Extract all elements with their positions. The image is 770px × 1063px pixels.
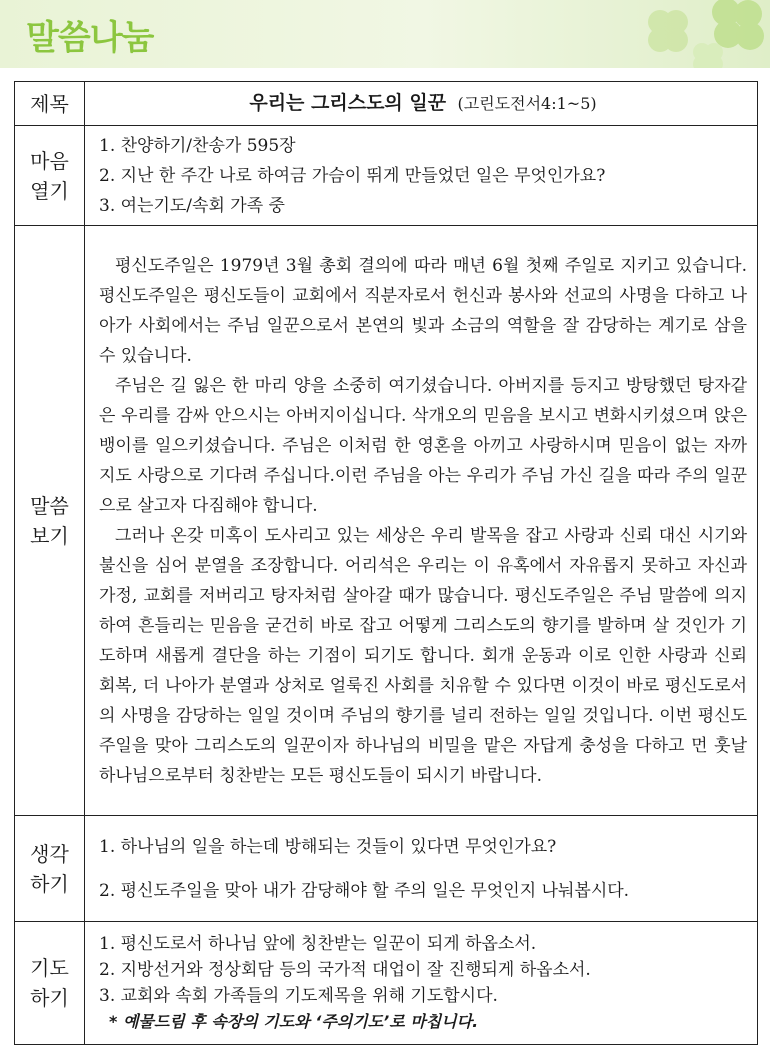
- word-paragraph: 주님은 길 잃은 한 마리 양을 소중히 여기셨습니다. 아버지를 등지고 방탕했던 탕자같은 우리를 감싸 안으시는 아버지이십니다. 삭개오의 믿음을 보시고 변화시키셨으며 앉은뱅이를 일으키셨습니다. 주님은 이처럼 한 영혼을 아끼고 사랑하시며 믿음이 없는 자까지도 사랑으로 기다려 주십니다.이런 주님을 아는 우리가 주님 가신 길을 따라 주의 일꾼으로 살고자 다짐해야 합니다.: [99, 375, 747, 516]
- word-label-line2: 보기: [30, 523, 69, 548]
- thinking-content: [85, 816, 758, 922]
- opening-label-line1: 마음: [30, 148, 69, 173]
- list-item: 3. 여는기도/속회 가족 중: [99, 195, 285, 216]
- opening-row: [15, 126, 758, 226]
- opening-label-line2: 열기: [30, 178, 69, 203]
- word-paragraph: 그러나 온갖 미혹이 도사리고 있는 세상은 우리 발목을 잡고 사랑과 신뢰 대신 시기와 불신을 심어 분열을 조장합니다. 어리석은 우리는 이 유혹에서 자유롭지 못하고 자신과 가정, 교회를 저버리고 탕자처럼 살아갈 때가 많습니다. 평신도주일은 주님 말씀에 의지하여 흔들리는 믿음을 굳건히 바로 잡고 어떻게 그리스도의 향기를 발하며 살 것인가 기도하며 새롭게 결단을 하는 기점이 되기도 합니다. 회개 운동과 이로 인한 사랑과 신뢰 회복, 더 나아가 분열과 상처로 얼룩진 사회를 치유할 수 있다면 이것이 바로 평신도로서의 사명을 감당하는 일일 것이며 주님의 향기를 널리 전하는 일일 것입니다. 이번 평신도주일을 맞아 그리스도의 일꾼이자 하나님의 비밀을 맡은 자답게 충성을 다하고 먼 훗날 하나님으로부터 칭찬받는 모든 평신도들이 되시기 바랍니다.: [99, 525, 747, 786]
- prayer-label-line1: 기도: [30, 956, 69, 980]
- prayer-content: [85, 922, 758, 1045]
- opening-label: [15, 126, 85, 226]
- thinking-label-line1: 생각: [30, 841, 69, 866]
- page-header: [0, 0, 770, 68]
- word-label: [15, 226, 85, 816]
- prayer-row: [15, 922, 758, 1045]
- thinking-label-line2: 하기: [30, 871, 69, 896]
- sharing-table: [14, 81, 758, 1045]
- thinking-row: [15, 816, 758, 922]
- closing-note: * 예물드림 후 속장의 기도와 ‘주의기도’로 마칩니다.: [109, 1012, 479, 1031]
- word-paragraph: 평신도주일은 1979년 3월 총회 결의에 따라 매년 6월 첫째 주일로 지키고 있습니다. 평신도주일은 평신도들이 교회에서 직분자로서 헌신과 봉사와 선교의 사명을 다하고 나아가 사회에서는 주님 일꾼으로서 본연의 빛과 소금의 역할을 잘 감당하는 계기로 삼을 수 있습니다.: [99, 255, 747, 366]
- list-item: 1. 찬양하기/찬송가 595장: [99, 135, 296, 156]
- prayer-label: [15, 922, 85, 1045]
- clover-decoration-icon: [600, 0, 770, 68]
- lesson-title: 우리는 그리스도의 일꾼: [249, 92, 447, 114]
- thinking-label: [15, 816, 85, 922]
- list-item: 2. 지방선거와 정상회담 등의 국가적 대업이 잘 진행되게 하옵소서.: [99, 960, 591, 980]
- header-title: 말씀나눔: [26, 18, 154, 58]
- word-row: [15, 226, 758, 816]
- opening-content: [85, 126, 758, 226]
- title-label: 제목: [15, 82, 85, 126]
- title-row: [15, 82, 758, 126]
- list-item: 2. 지난 한 주간 나로 하여금 가슴이 뛰게 만들었던 일은 무엇인가요?: [99, 165, 606, 186]
- list-item: 2. 평신도주일을 맞아 내가 감당해야 할 주의 일은 무엇인지 나눠봅시다.: [99, 880, 630, 901]
- list-item: 1. 평신도로서 하나님 앞에 칭찬받는 일꾼이 되게 하옵소서.: [99, 934, 537, 954]
- word-content: [85, 226, 758, 816]
- list-item: 1. 하나님의 일을 하는데 방해되는 것들이 있다면 무엇인가요?: [99, 836, 557, 857]
- title-cell: [85, 82, 758, 126]
- word-label-line1: 말씀: [30, 493, 69, 518]
- prayer-label-line2: 하기: [30, 986, 69, 1010]
- scripture-reference: (고린도전서4:1~5): [457, 94, 597, 113]
- list-item: 3. 교회와 속회 가족들의 기도제목을 위해 기도합시다.: [99, 986, 498, 1006]
